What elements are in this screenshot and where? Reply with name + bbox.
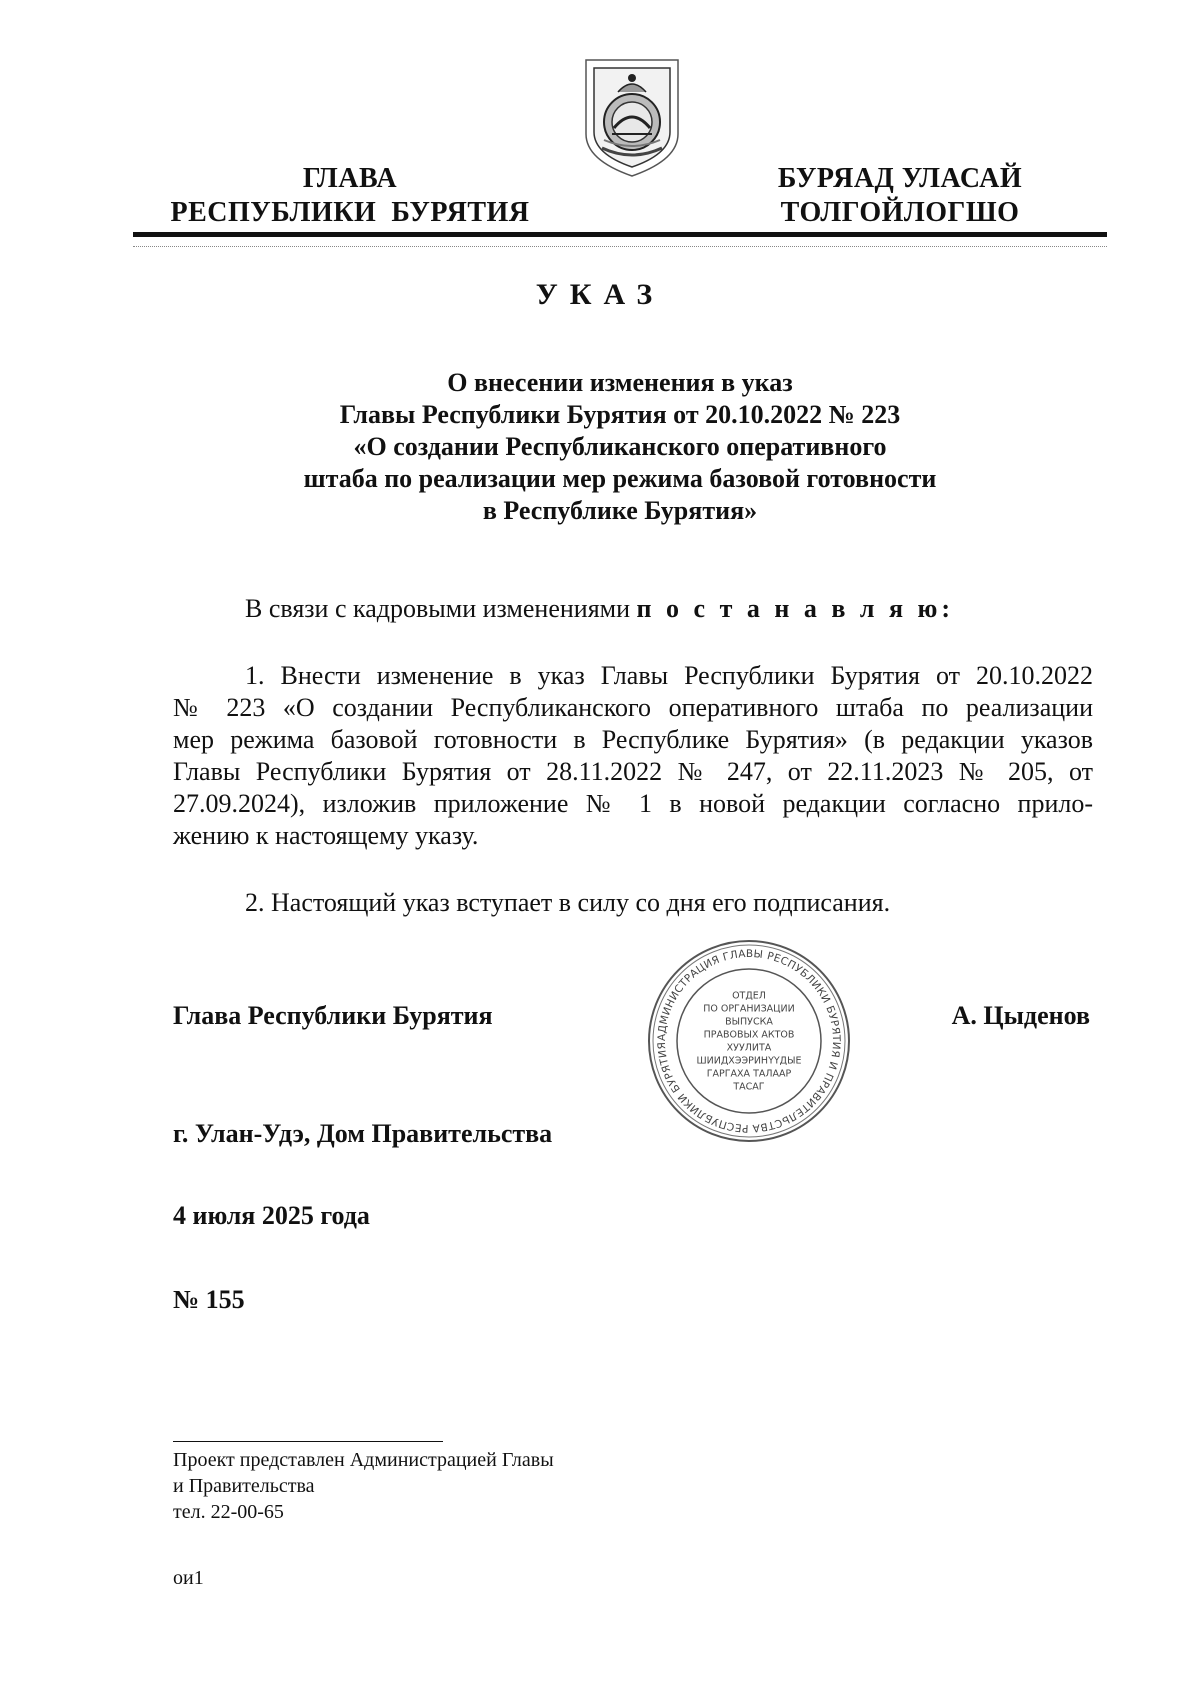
clause-2: 2. Настоящий указ вступает в силу со дня его подписания. <box>245 888 891 917</box>
authority-line: БУРЯАД УЛАСАЙ <box>777 163 1023 194</box>
executor-code: ои1 <box>173 1567 204 1589</box>
stamp-center-line: ШИИДХЭЭРИНҮҮДЫЕ <box>696 1055 802 1067</box>
clause-line: 27.09.2024), изложив приложение № 1 в новой редакции согласно прило- <box>173 789 1093 818</box>
place-of-signing: г. Улан-Удэ, Дом Правительства <box>173 1119 553 1148</box>
stamp-center-line: ОТДЕЛ <box>732 990 766 1002</box>
stamp-center-line: ХУУЛИТА <box>726 1042 772 1054</box>
signing-date: 4 июля 2025 года <box>173 1201 370 1230</box>
coat-of-arms-icon <box>582 56 682 180</box>
stamp-center-line: ПО ОРГАНИЗАЦИИ <box>703 1003 795 1015</box>
clause-line: Главы Республики Бурятия от 28.11.2022 № 247, от 22.11.2023 № 205, от <box>173 757 1093 786</box>
clause-line: жению к настоящему указу. <box>173 821 479 850</box>
stamp-ring-text: АДМИНИСТРАЦИЯ ГЛАВЫ РЕСПУБЛИКИ БУРЯТИЯ И ПРАВИТЕЛЬСТВА РЕСПУБЛИКИ БУРЯТИЯ <box>655 947 843 1135</box>
footnote <box>173 1447 554 1525</box>
authority-name-russian <box>150 162 550 230</box>
authority-line: ГЛАВА <box>302 163 398 194</box>
clause-line: № 223 «О создании Республиканского оперативного штаба по реализации <box>173 693 1093 722</box>
signer-position: Глава Республики Бурятия <box>173 1001 493 1030</box>
title-line: «О создании Республиканского оперативного <box>353 432 887 461</box>
title-line: в Республике Бурятия» <box>482 496 758 525</box>
clause-line: 1. Внести изменение в указ Главы Республики Бурятия от 20.10.2022 <box>245 661 1093 690</box>
authority-name-buryat <box>700 162 1100 230</box>
header-divider-thin <box>133 246 1107 247</box>
stamp-center-line: ВЫПУСКА <box>725 1016 773 1028</box>
document-title <box>200 367 1040 527</box>
header-divider <box>133 232 1107 237</box>
footnote-line: тел. 22-00-65 <box>173 1501 284 1523</box>
preamble-text: В связи с кадровыми изменениями <box>245 594 637 623</box>
footnote-divider <box>173 1441 443 1442</box>
footnote-line: и Правительства <box>173 1475 315 1497</box>
clause-line: мер режима базовой готовности в Республике Бурятия» (в редакции указов <box>173 725 1093 754</box>
stamp-center-line: ГАРГАХА ТАЛААР <box>706 1068 792 1080</box>
preamble-decree-word: п о с т а н а в л я ю: <box>636 594 955 623</box>
stamp-center-line: ПРАВОВЫХ АКТОВ <box>703 1029 795 1041</box>
signer-name: А. Цыденов <box>951 1001 1090 1030</box>
authority-line: РЕСПУБЛИКИ БУРЯТИЯ <box>170 197 530 228</box>
document-type: УКАЗ <box>535 278 665 311</box>
stamp-center-line: ТАСАГ <box>733 1081 765 1093</box>
title-line: штаба по реализации мер режима базовой готовности <box>303 464 937 493</box>
preamble <box>173 593 1093 625</box>
official-stamp <box>646 938 852 1144</box>
document-number: № 155 <box>173 1285 245 1314</box>
authority-line: ТОЛГОЙЛОГШО <box>780 197 1020 228</box>
title-line: Главы Республики Бурятия от 20.10.2022 № 223 <box>339 400 901 429</box>
clause-1 <box>173 660 1093 852</box>
title-line: О внесении изменения в указ <box>447 368 793 397</box>
footnote-line: Проект представлен Администрацией Главы <box>173 1449 554 1471</box>
